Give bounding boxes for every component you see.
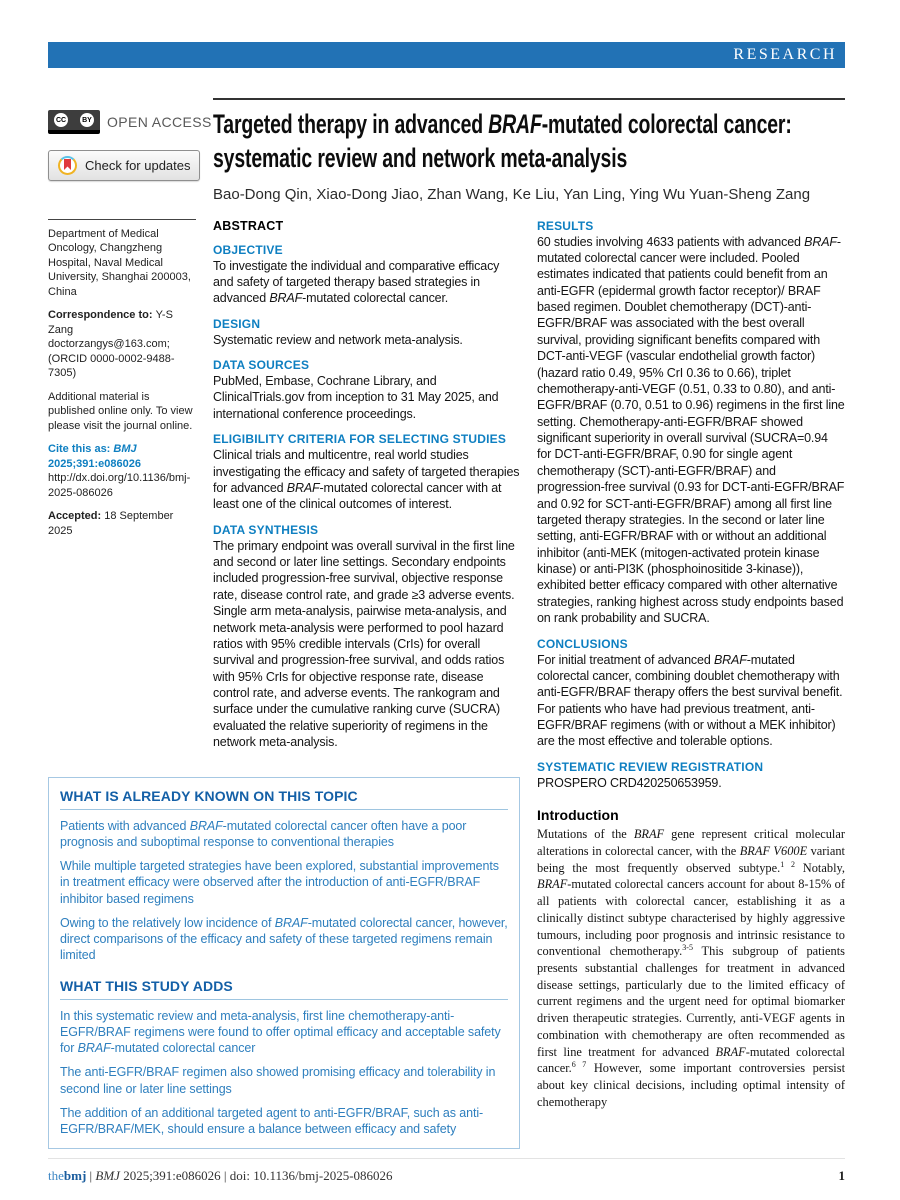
study-adds-heading: WHAT THIS STUDY ADDS: [60, 976, 508, 1000]
already-known-item: While multiple targeted strategies have been explored, substantial improvements in treatment efficacy were observed after the introduction of anti-EGFR/BRAF inhibitor based regimens: [60, 859, 499, 906]
introduction-body: Mutations of the BRAF gene represent critical molecular alterations in colorectal cancer, with the BRAF V600E variant being the most frequently observed subtype.$^{1 2}$ Notably, BRAF-mutated colorectal cancers account for about 8-15% of all patients with colorectal cancer, establishing it as a clinically distinct subtype characterised by highly aggressive tumours, including poor prognosis and intrinsic resistance to conventional chemotherapy.$^{3-5}$ This subgroup of patients presents substantial challenges for treatment in advanced disease settings, particularly due to the limited efficacy of current regimens and the urgent need for optimal biomarker driven therapeutic strategies. Currently, anti-VEGF agents in combination with chemotherapy are often recommended as first line treatment for advanced BRAF-mutated colorectal cancer.$^{6 7}$ However, some important controversies persist about key clinical decisions, including optimal intensity of chemotherapy: [537, 827, 846, 1109]
key-messages-box: [48, 777, 520, 1150]
affiliation-text: Department of Medical Oncology, Changzheng Hospital, Naval Medical University, Shanghai 200003, China: [48, 227, 191, 298]
masthead: [48, 98, 845, 203]
page-number: 1: [838, 1168, 845, 1183]
study-adds-item: The addition of an additional targeted agent to anti-EGFR/BRAF, such as anti-EGFR/BRAF/MEK, should ensure a balance between efficacy and safety: [60, 1105, 484, 1136]
check-for-updates-label: Check for updates: [85, 158, 191, 173]
data-synthesis-body: The primary endpoint was overall survival in the first line and second or later line settings. Secondary endpoints included progression-free survival, objective response rate, disease control rate, and grade ≥3 adverse events. Single arm meta-analysis, pairwise meta-analysis, and network meta-analysis were performed to pool hazard ratios with 95% credible intervals (CrIs) for overall survival and progression-free survival, and odds ratios with 95% CrIs for objective response rate, disease control rate, and adverse events. The rankogram and surface under the cumulative ranking curve (SUCRA) evaluated the relative superiority of regimens in the network meta-analysis.: [213, 538, 515, 750]
registration-body: PROSPERO CRD420250653959.: [537, 775, 722, 790]
eligibility-heading: ELIGIBILITY CRITERIA FOR SELECTING STUDIES: [213, 432, 507, 447]
data-sources-body: PubMed, Embase, Cochrane Library, and ClinicalTrials.gov from inception to 31 May 2025, and international conference proceedings.: [213, 374, 499, 421]
data-synthesis-heading: DATA SYNTHESIS: [213, 522, 319, 537]
article-columns: [48, 219, 845, 1150]
data-sources-heading: DATA SOURCES: [213, 358, 310, 372]
cc-by-icon: BY: [80, 113, 94, 127]
abstract-column: [213, 219, 520, 751]
conclusions-body: For initial treatment of advanced BRAF-mutated colorectal cancer, combining doublet chemotherapy with anti-EGFR/BRAF therapy offers the best survival benefit. For patients who have had previous treatment, anti-EGFR/BRAF regimens (with or without a MEK inhibitor) are the most effective and tolerable options.: [537, 652, 843, 749]
author-list: Bao-Dong Qin, Xiao-Dong Jiao, Zhan Wang, Ke Liu, Yan Ling, Ying Wu Yuan-Sheng Zang: [213, 185, 811, 203]
thebmj-logo: the: [48, 1168, 64, 1183]
research-banner-label: RESEARCH: [733, 46, 837, 63]
introduction-heading: Introduction: [537, 807, 619, 824]
page-footer: [48, 1158, 845, 1184]
already-known-item: Owing to the relatively low incidence of BRAF-mutated colorectal cancer, however, direct comparisons of the efficacy and safety of these targeted regimens remain limited: [60, 915, 508, 963]
footer-citation-text: | BMJ 2025;391:e086026 | doi: 10.1136/bmj-2025-086026: [86, 1168, 393, 1183]
article-title: Targeted therapy in advanced BRAF-mutated colorectal cancer: systematic review and network meta-analysis: [213, 109, 792, 173]
check-for-updates-button[interactable]: [48, 150, 200, 181]
thebmj-logo-bold: bmj: [63, 1168, 87, 1183]
additional-material-text: Additional material is published online only. To view please visit the journal online.: [48, 390, 193, 432]
research-banner: [48, 42, 845, 68]
study-adds-item: The anti-EGFR/BRAF regimen also showed promising efficacy and tolerability in second line or later line settings: [60, 1065, 496, 1096]
eligibility-body: Clinical trials and multicentre, real world studies investigating the efficacy and safety of targeted therapies for advanced BRAF-mutated colorectal cancer with at least one of the clinical outcomes of interest.: [213, 448, 520, 512]
already-known-heading: WHAT IS ALREADY KNOWN ON THIS TOPIC: [60, 786, 508, 810]
right-column: [537, 219, 845, 1111]
cc-by-license-icon: [48, 110, 100, 134]
conclusions-heading: CONCLUSIONS: [537, 636, 628, 651]
results-body: 60 studies involving 4633 patients with advanced BRAF-mutated colorectal cancer were included. Pooled estimates indicated that patients could benefit from an anti-EGFR (epidermal growth factor receptor)/ BRAF based regimen. Doublet chemotherapy (DCT)-anti-EGFR/BRAF was associated with the best overall survival, providing significant benefits compared with DCT-anti-VEGF (vascular endothelial growth factor) (hazard ratio 0.49, 95% CrI 0.36 to 0.66), triplet chemotherapy-anti-VEGF (0.51, 0.33 to 0.80), and anti-EGFR/BRAF (0.70, 0.51 to 0.96) regimens in the first line setting. Chemotherapy-anti-EGFR/BRAF showed significant superiority in overall survival (SUCRA=0.94 for DCT-anti-EGFR/BRAF, 0.90 for single agent chemotherapy (SCT)-anti-EGFR/BRAF) and progression-free survival (0.93 for DCT-anti-EGFR/BRAF and 0.92 for SCT-anti-EGFR/BRAF) among all first line targeted therapy strategies. In the second or later line setting, anti-EGFR/BRAF with or without an additional inhibitor (anti-MEK (mitogen-activated protein kinase kinase) or anti-PI3K (phosphoinositide 3-kinase)), exhibited better efficacy compared with other alternative strategies, ranking highest across study endpoints based on rank probability and SUCRA.: [537, 234, 845, 626]
footer-citation-line: [48, 1168, 393, 1184]
already-known-item: Patients with advanced BRAF-mutated colorectal cancer often have a poor prognosis and suboptimal response to conventional therapies: [60, 818, 467, 849]
left-two-columns: [48, 219, 520, 1150]
correspondence-text[interactable]: Correspondence to: Y-S Zang doctorzangys@163.com; (ORCID 0000-0002-9488-7305): [48, 309, 175, 380]
study-adds-item: In this systematic review and meta-analysis, first line chemotherapy-anti-EGFR/BRAF regimens were found to offer optimal efficacy and acceptable safety for BRAF-mutated colorectal cancer: [60, 1008, 501, 1055]
open-access-row[interactable]: [48, 110, 213, 134]
abstract-heading: ABSTRACT: [213, 218, 284, 233]
doi-link[interactable]: http://dx.doi.org/10.1136/bmj-2025-086026: [48, 472, 191, 499]
objective-body: To investigate the individual and comparative efficacy and safety of targeted therapy based strategies in advanced BRAF-mutated colorectal cancer.: [213, 258, 500, 306]
cc-icon: CC: [54, 113, 68, 127]
accepted-date: Accepted: 18 September 2025: [48, 510, 174, 537]
design-body: Systematic review and network meta-analysis.: [213, 332, 463, 347]
crossmark-icon: [58, 156, 77, 175]
results-heading: RESULTS: [537, 218, 594, 233]
badge-column: [48, 98, 213, 203]
title-block: [213, 98, 845, 203]
registration-heading: SYSTEMATIC REVIEW REGISTRATION: [537, 759, 764, 774]
design-heading: DESIGN: [213, 316, 261, 331]
open-access-label: OPEN ACCESS: [107, 114, 212, 130]
objective-heading: OBJECTIVE: [213, 242, 283, 257]
cite-as-block: [48, 442, 196, 500]
introduction-section: [537, 807, 845, 1110]
metadata-sidebar: [48, 219, 196, 751]
cite-as-text: Cite this as: BMJ 2025;391:e086026: [48, 443, 141, 470]
